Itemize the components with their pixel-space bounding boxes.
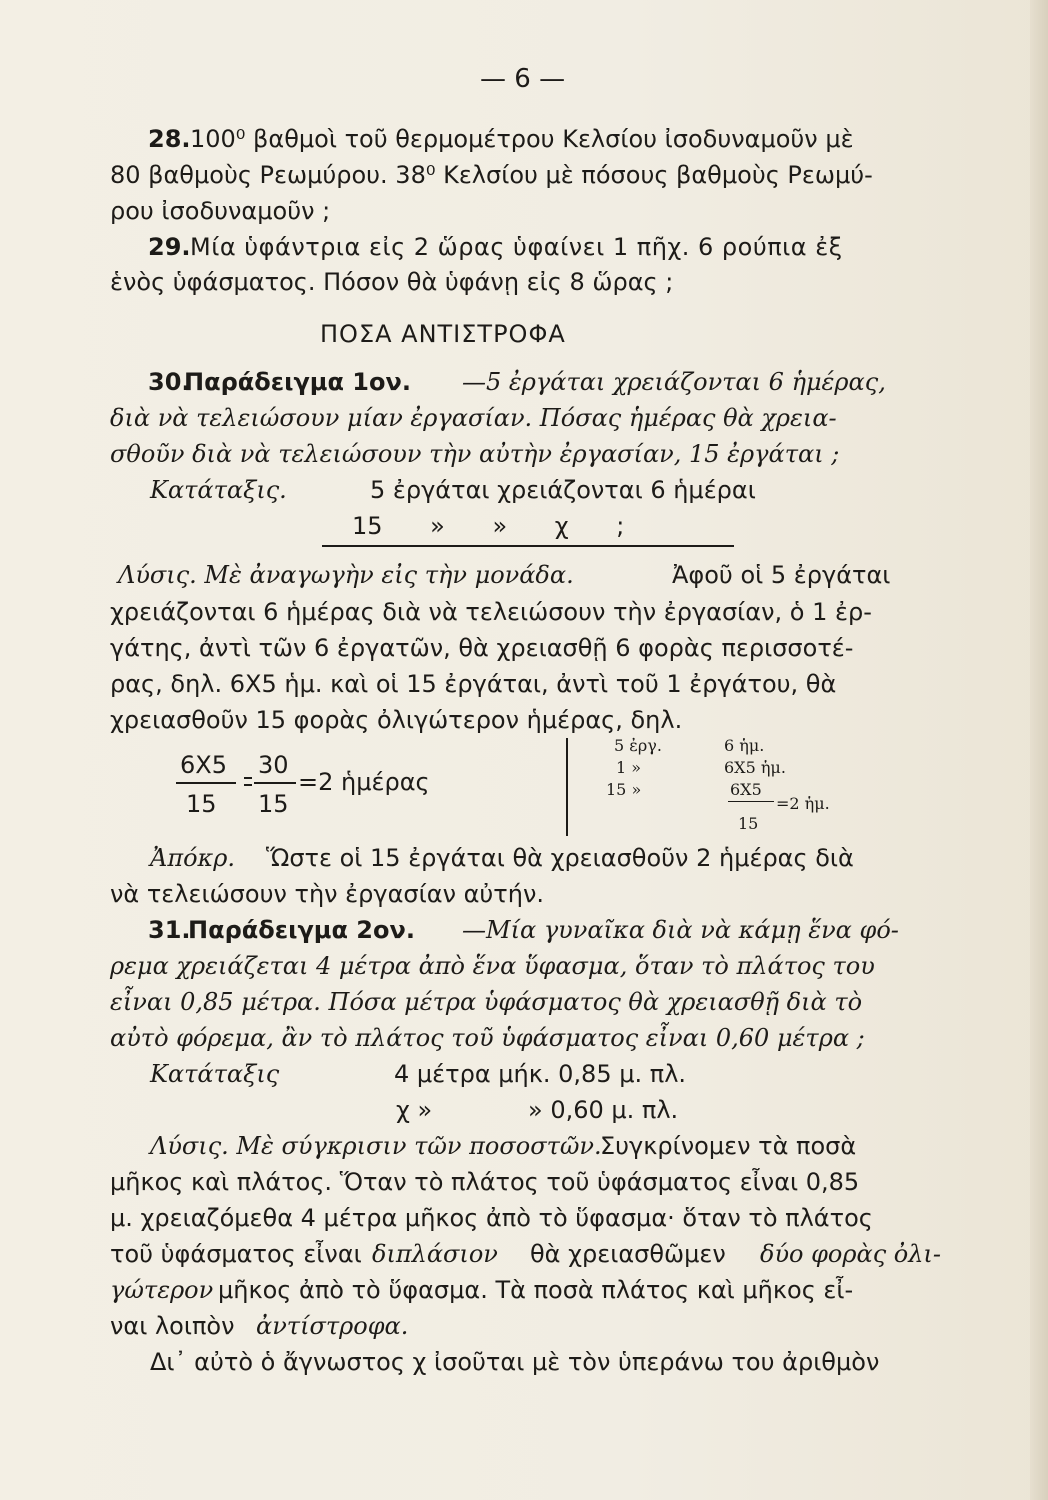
example-31-heading: Παράδειγμα 2ον.: [188, 916, 415, 944]
fraction-denominator-1: 15: [186, 790, 217, 818]
example-31-lysis-line-5a: γώτερον: [110, 1276, 214, 1304]
example-31-lysis-line-3: μ. χρειαζόμεθα 4 μέτρα μῆκος ἀπὸ τὸ ὕφασμα· ὅταν τὸ πλάτος: [110, 1204, 873, 1232]
example-30-kataxis-row-2: 15 » » χ ;: [352, 512, 625, 540]
example-30-lysis-label: Λύσις. Μὲ ἀναγωγὴν εἰς τὴν μονάδα.: [118, 561, 574, 589]
page-number: — 6 —: [480, 64, 566, 94]
kataxis-rule: [322, 545, 734, 547]
fraction-denominator-2: 15: [258, 790, 289, 818]
example-30-lysis-line-5: χρειασθοῦν 15 φορὰς ὀλιγώτερον ἡμέρας, δηλ.: [110, 706, 683, 734]
problem-28-line-3: ρου ἰσοδυναμοῦν ;: [110, 197, 331, 225]
example-30-line-1: —5 ἐργάται χρειάζονται 6 ἡμέρας,: [462, 368, 886, 396]
example-31-lysis-line-4c: θὰ χρειασθῶμεν: [530, 1240, 726, 1268]
example-30-lysis-line-3: γάτης, ἀντὶ τῶν 6 ἐργατῶν, θὰ χρειασθῇ 6 φορὰς περισσοτέ-: [110, 634, 854, 662]
example-30-kataxis-row-1: 5 ἐργάται χρειάζονται 6 ἡμέραι: [370, 476, 756, 504]
example-31-lysis-line-1: Συγκρίνομεν τὰ ποσὰ: [600, 1132, 857, 1160]
example-31-kataxis-row-2a: χ »: [396, 1096, 433, 1124]
example-31-lysis-line-6b: ἀντίστροφα.: [256, 1312, 409, 1340]
example-31-lysis-line-6a: ναι λοιπὸν: [110, 1312, 235, 1340]
side-calc-r3c: =2 ἡμ.: [776, 794, 830, 813]
example-30-answer-line-2: νὰ τελειώσουν τὴν ἐργασίαν αὐτήν.: [110, 880, 545, 908]
example-31-kataxis-label: Κατάταξις: [150, 1060, 280, 1088]
example-30-kataxis-label: Κατάταξις.: [150, 476, 287, 504]
example-31-lysis-line-2: μῆκος καὶ πλάτος. Ὅταν τὸ πλάτος τοῦ ὑφάσματος εἶναι 0,85: [110, 1168, 860, 1196]
equals-top: [244, 777, 252, 779]
example-30-line-3: σθοῦν διὰ νὰ τελειώσουν τὴν αὐτὴν ἐργασίαν, 15 ἐργάται ;: [110, 440, 840, 468]
example-31-line-3: εἶναι 0,85 μέτρα. Πόσα μέτρα ὑφάσματος θὰ χρειασθῇ διὰ τὸ: [110, 988, 863, 1016]
example-30-heading: Παράδειγμα 1ον.: [184, 368, 411, 396]
problem-28-number: 28.: [148, 125, 191, 153]
example-31-kataxis-row-2b: » 0,60 μ. πλ.: [528, 1096, 679, 1124]
example-30-lysis-line-1: Ἀφοῦ οἱ 5 ἐργάται: [672, 561, 891, 589]
example-31-lysis-line-4b: διπλάσιον: [372, 1240, 498, 1268]
equals-bottom: [244, 784, 252, 786]
side-calc-r2b: 6Χ5 ἡμ.: [724, 758, 786, 777]
problem-28-line-2: 80 βαθμοὺς Ρεωμύρου. 38⁰ Κελσίου μὲ πόσους βαθμοὺς Ρεωμύ-: [110, 161, 873, 189]
problem-28-line-1: 100⁰ βαθμοὶ τοῦ θερμομέτρου Κελσίου ἰσοδυναμοῦν μὲ: [190, 125, 854, 153]
problem-29-line-2: ἑνὸς ὑφάσματος. Πόσον θὰ ὑφάνῃ εἰς 8 ὥρας ;: [110, 268, 674, 296]
side-calc-r1b: 6 ἡμ.: [724, 736, 765, 755]
example-31-kataxis-row-1: 4 μέτρα μήκ. 0,85 μ. πλ.: [394, 1060, 687, 1088]
example-30-answer-label: Ἀπόκρ.: [150, 844, 236, 872]
example-31-lysis-line-4d: δύο φορὰς ὀλι-: [760, 1240, 941, 1268]
example-31-line-4: αὐτὸ φόρεμα, ἂν τὸ πλάτος τοῦ ὑφάσματος εἶναι 0,60 μέτρα ;: [110, 1024, 865, 1052]
side-calc-r3b: 6Χ5: [730, 780, 762, 799]
side-calc-divider: [566, 738, 568, 836]
example-31-number: 31.: [148, 916, 191, 944]
side-calc-r2a: 1 »: [616, 758, 642, 777]
fraction-bar-2: [254, 782, 296, 784]
example-30-line-2: διὰ νὰ τελειώσουν μίαν ἐργασίαν. Πόσας ἡμέρας θὰ χρεια-: [110, 404, 837, 432]
example-31-lysis-label: Λύσις. Μὲ σύγκρισιν τῶν ποσοστῶν.: [150, 1132, 602, 1160]
example-30-answer-line-1: Ὥστε οἱ 15 ἐργάται θὰ χρειασθοῦν 2 ἡμέρας διὰ: [266, 844, 854, 872]
example-30-lysis-line-2: χρειάζονται 6 ἡμέρας διὰ νὰ τελειώσουν τὴν ἐργασίαν, ὁ 1 ἐρ-: [110, 598, 872, 626]
side-calc-r4: 15: [738, 814, 759, 833]
page-edge: [1030, 0, 1048, 1500]
example-30-number: 30.: [148, 368, 191, 396]
fraction-numerator-2: 30: [258, 751, 289, 779]
problem-29-number: 29.: [148, 233, 191, 261]
fraction-bar-1: [176, 782, 236, 784]
example-31-lysis-line-4a: τοῦ ὑφάσματος εἶναι: [110, 1240, 362, 1268]
example-30-lysis-line-4: ρας, δηλ. 6Χ5 ἡμ. καὶ οἱ 15 ἐργάται, ἀντὶ τοῦ 1 ἐργάτου, θὰ: [110, 670, 837, 698]
fraction-numerator-1: 6Χ5: [180, 751, 227, 779]
section-title: ΠΟΣΑ ΑΝΤΙΣΤΡΟΦΑ: [320, 320, 566, 348]
example-31-lysis-line-5b: μῆκος ἀπὸ τὸ ὕφασμα. Τὰ ποσὰ πλάτος καὶ μῆκος εἶ-: [218, 1276, 854, 1304]
side-calc-r1a: 5 ἐργ.: [614, 736, 662, 755]
side-calc-fraction-bar: [728, 801, 774, 802]
example-31-line-2: ρεμα χρειάζεται 4 μέτρα ἀπὸ ἕνα ὕφασμα, ὅταν τὸ πλάτος του: [110, 952, 875, 980]
side-calc-r3a: 15 »: [606, 780, 642, 799]
example-31-line-1: —Μία γυναῖκα διὰ νὰ κάμῃ ἕνα φό-: [462, 916, 899, 944]
problem-29-line-1: Μία ὑφάντρια εἰς 2 ὥρας ὑφαίνει 1 πῆχ. 6 ρούπια ἐξ: [190, 233, 843, 261]
example-31-final-line: Δι᾽ αὐτὸ ὁ ἄγνωστος χ ἰσοῦται μὲ τὸν ὑπεράνω του ἀριθμὸν: [150, 1348, 880, 1376]
fraction-result: =2 ἡμέρας: [298, 768, 430, 796]
